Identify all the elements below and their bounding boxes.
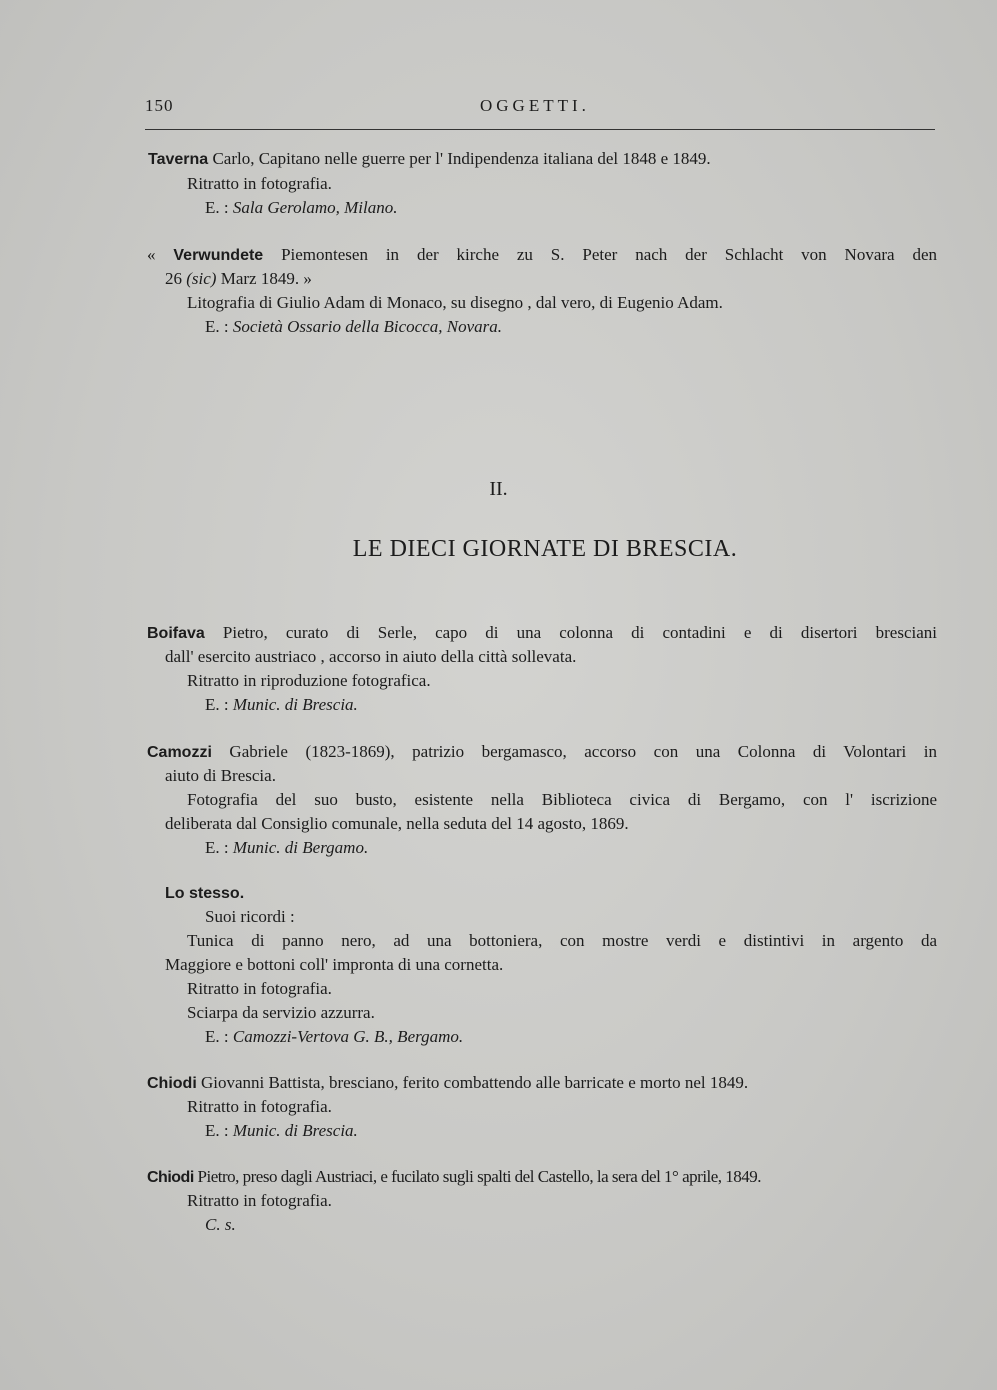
entry-boifava-line-2: dall' esercito austriaco , accorso in aiuto della città sollevata. [165, 647, 577, 666]
entry-chiodi-1-owner: E. : Munic. di Brescia. [205, 1121, 358, 1140]
entry-verwundete-owner: E. : Società Ossario della Bicocca, Novara. [205, 317, 502, 336]
entry-taverna-line-2: Ritratto in fotografia. [187, 174, 332, 193]
entry-camozzi-owner: E. : Munic. di Bergamo. [205, 838, 369, 857]
entry-chiodi-2-line-2: Ritratto in fotografia. [187, 1191, 332, 1210]
entry-camozzi-line-3: Fotografia del suo busto, esistente nella Biblioteca civica di Bergamo, con l' iscrizione [187, 790, 937, 809]
entry-name: Camozzi [147, 744, 212, 761]
entry-lo-stesso-line-2: Tunica di panno nero, ad una bottoniera, con mostre verdi e distintivi in argento da [187, 931, 937, 950]
entry-lo-stesso-line-5: Sciarpa da servizio azzurra. [187, 1003, 375, 1022]
entry-lo-stesso-owner: E. : Camozzi-Vertova G. B., Bergamo. [205, 1027, 464, 1046]
entry-boifava-line-1: Boifava Pietro, curato di Serle, capo di una colonna di contadini e di disertori bresciani [147, 623, 937, 642]
page-number: 150 [145, 96, 174, 115]
entry-camozzi-line-4: deliberata dal Consiglio comunale, nella seduta del 14 agosto, 1869. [165, 814, 629, 833]
entry-taverna-owner: E. : Sala Gerolamo, Milano. [205, 198, 398, 217]
entry-verwundete-line-2: 26 (sic) Marz 1849. » [165, 269, 312, 288]
entry-name: Chiodi [147, 1075, 197, 1092]
entry-camozzi-line-2: aiuto di Brescia. [165, 766, 276, 785]
entry-camozzi-line-1: Camozzi Gabriele (1823-1869), patrizio bergamasco, accorso con una Colonna di Volontari in [147, 742, 937, 761]
running-title: OGGETTI. [480, 96, 590, 115]
section-number: II. [489, 478, 508, 500]
entry-chiodi-2-line-1: Chiodi Pietro, preso dagli Austriaci, e fucilato sugli spalti del Castello, la sera del 1° aprile, 1849. [147, 1167, 762, 1186]
entry-taverna-line-1: Taverna Carlo, Capitano nelle guerre per l' Indipendenza italiana del 1848 e 1849. [148, 149, 711, 168]
entry-boifava-owner: E. : Munic. di Brescia. [205, 695, 358, 714]
header-rule [145, 129, 935, 130]
entry-name: Verwundete [173, 247, 264, 264]
entry-name: Lo stesso. [165, 885, 245, 902]
entry-lo-stesso-line-4: Ritratto in fotografia. [187, 979, 332, 998]
entry-verwundete-line-3: Litografia di Giulio Adam di Monaco, su disegno , dal vero, di Eugenio Adam. [187, 293, 723, 312]
entry-chiodi-1-line-2: Ritratto in fotografia. [187, 1097, 332, 1116]
entry-name: Taverna [148, 151, 209, 168]
entry-verwundete-line-1: « Verwundete Piemontesen in der kirche zu S. Peter nach der Schlacht von Novara den [147, 245, 938, 264]
entry-chiodi-2-owner: C. s. [205, 1215, 236, 1234]
entry-lo-stesso-line-3: Maggiore e bottoni coll' impronta di una cornetta. [165, 955, 504, 974]
entry-lo-stesso-line-1: Suoi ricordi : [205, 907, 295, 926]
entry-boifava-line-3: Ritratto in riproduzione fotografica. [187, 671, 431, 690]
page-header [145, 96, 935, 120]
entry-name: Chiodi [147, 1169, 194, 1186]
entry-chiodi-1-line-1: Chiodi Giovanni Battista, bresciano, ferito combattendo alle barricate e morto nel 1849. [147, 1073, 749, 1092]
section-title: LE DIECI GIORNATE DI BRESCIA. [352, 536, 738, 562]
entry-lo-stesso-heading [165, 882, 244, 905]
entry-name: Boifava [147, 625, 205, 642]
